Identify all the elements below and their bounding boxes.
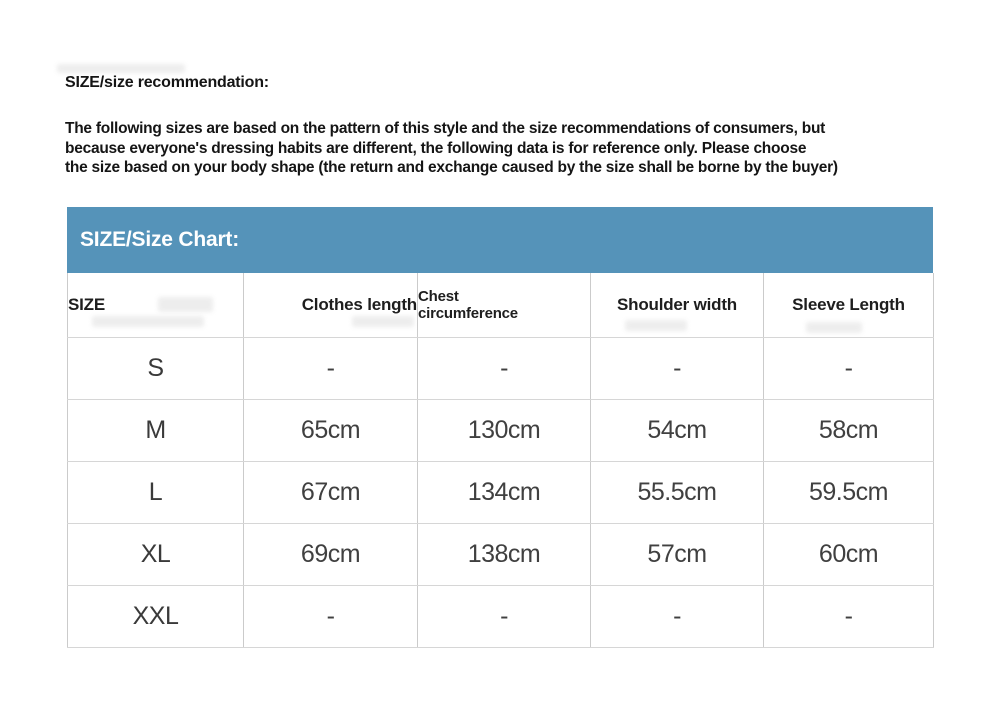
intro-line: the size based on your body shape (the return and exchange caused by the size shall be borne by the buyer) [65, 159, 838, 176]
shoulder-width-value: 55.5cm [591, 461, 764, 523]
size-label: XXL [68, 585, 244, 647]
sleeve-length-value: 60cm [764, 523, 934, 585]
sleeve-length-value: 58cm [764, 399, 934, 461]
clothes-length-value: - [244, 337, 418, 399]
clothes-length-value: - [244, 585, 418, 647]
chest-circumference-value: 134cm [418, 461, 591, 523]
size-label: S [68, 337, 244, 399]
size-chart-table [67, 273, 934, 648]
column-header-shoulder-width: Shoulder width [591, 273, 764, 337]
size-label: XL [68, 523, 244, 585]
shoulder-width-value: - [591, 585, 764, 647]
table-row-xxl [68, 585, 934, 647]
table-row-s [68, 337, 934, 399]
chest-circumference-value: - [418, 585, 591, 647]
size-chart-title: SIZE/Size Chart: [80, 228, 239, 251]
chest-circumference-value: 130cm [418, 399, 591, 461]
column-header-size: SIZE [68, 273, 244, 337]
column-header-chest-circumference [418, 273, 591, 337]
sleeve-length-value: - [764, 585, 934, 647]
intro-paragraph [65, 119, 955, 178]
chest-circumference-value: - [418, 337, 591, 399]
shoulder-width-value: 57cm [591, 523, 764, 585]
clothes-length-value: 65cm [244, 399, 418, 461]
chest-circumference-value: 138cm [418, 523, 591, 585]
shoulder-width-value: 54cm [591, 399, 764, 461]
section-heading: SIZE/size recommendation: [65, 74, 269, 91]
intro-line: The following sizes are based on the pattern of this style and the size recommendations of consumers, but [65, 120, 826, 137]
table-row-m [68, 399, 934, 461]
sleeve-length-value: 59.5cm [764, 461, 934, 523]
column-header-clothes-length: Clothes length [244, 273, 418, 337]
column-header-sleeve-length: Sleeve Length [764, 273, 934, 337]
shoulder-width-value: - [591, 337, 764, 399]
clothes-length-value: 69cm [244, 523, 418, 585]
size-chart-title-bar [67, 207, 933, 273]
table-row-xl [68, 523, 934, 585]
column-header-chest-text: Chest circumference [418, 287, 518, 322]
erased-text-artifact [57, 64, 185, 73]
intro-line: because everyone's dressing habits are different, the following data is for reference only. Please choose [65, 139, 807, 157]
sleeve-length-value: - [764, 337, 934, 399]
table-row-l [68, 461, 934, 523]
header-row [68, 273, 934, 337]
size-label: L [68, 461, 244, 523]
size-label: M [68, 399, 244, 461]
clothes-length-value: 67cm [244, 461, 418, 523]
